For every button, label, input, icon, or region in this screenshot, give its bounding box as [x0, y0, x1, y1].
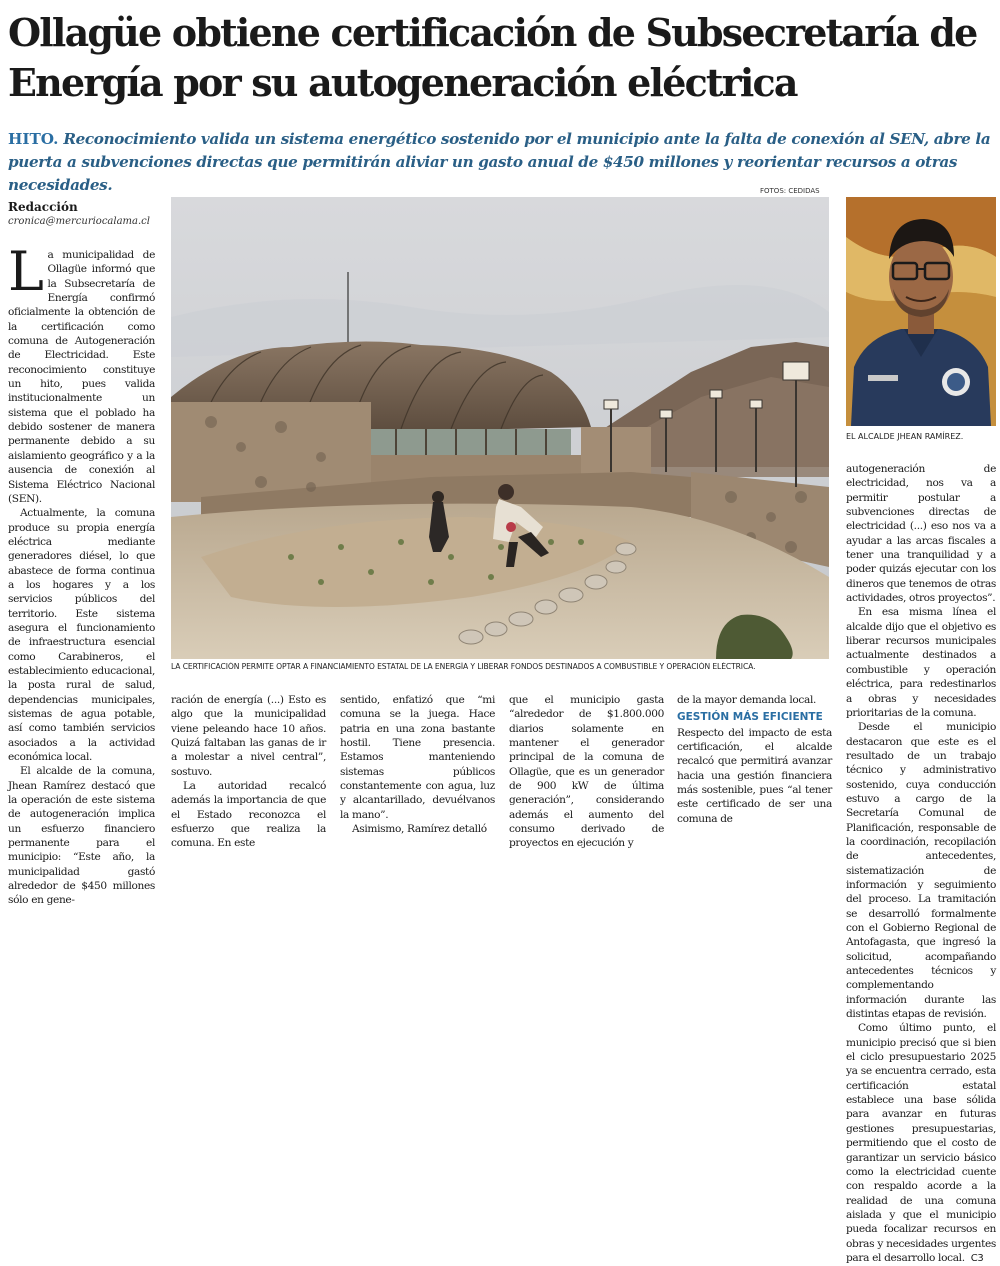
- paragraph: La autoridad recalcó además la importancia de que el Estado reconozca el esfuerzo que realiza la comuna. En este: [171, 780, 326, 850]
- paragraph: autogeneración de electricidad, nos va a permitir postular a subvenciones directas de electricidad (...) eso nos va a ayudar a las arcas fiscales a tener una tranquilidad y a poder quizás ejecutar con los dineros que tenemos de otras actividades, otros proyectos”.: [846, 463, 996, 605]
- paragraph: El alcalde de la comuna, Jhean Ramírez destacó que la operación de este sistema de autogeneración implica un esfuerzo financiero permanente para el municipio: “Este año, la municipalidad gastó alrededor de $450 millones sólo en gene-: [8, 765, 155, 907]
- photo-credit: FOTOS: CEDIDAS: [760, 187, 820, 195]
- article-column-6: [846, 462, 996, 1266]
- article-column-5: [677, 693, 832, 826]
- byline-name: Redacción: [8, 200, 78, 214]
- paragraph: Asimismo, Ramírez detalló: [352, 823, 487, 836]
- byline: [8, 200, 168, 229]
- paragraph-text: Como último punto, el municipio precisó que si bien el ciclo presupuestario 2025 ya se encuentra cerrado, esta certificación estatal establece una base sólida para avanzar en futuras gestiones presupuestarias, permitiendo que el costo de garantizar un servicio básico como la electricidad cuente con respaldo acorde a la realidad de una comuna aislada y que el municipio pueda focalizar recursos en obras y necesidades urgentes para el desarrollo local.: [846, 1022, 996, 1264]
- article-column-1: [8, 240, 155, 908]
- paragraph: Desde el municipio destacaron que este es el resultado de un trabajo técnico y administrativo sostenido, cuya conducción estuvo a cargo de la Secretaría Comunal de Planificación, responsable de la coordinación, recopilación de antecedentes, sistematización de información y seguimiento del proceso. La tramitación se desarrolló formalmente con el Gobierno Regional de Antofagasta, que ingresó la solicitud, acompañando antecedentes técnicos y complementando información durante las distintas etapas de revisión.: [846, 721, 996, 1021]
- article-column-4: [509, 693, 664, 851]
- paragraph: Respecto del impacto de esta certificación, el alcalde recalcó que permitirá avanzar hacia una gestión financiera más sostenible, pues “al tener este certificado de ser una comuna de: [677, 726, 832, 825]
- byline-email: cronica@mercuriocalama.cl: [8, 216, 150, 227]
- deck: [8, 128, 992, 197]
- drop-cap: L: [8, 240, 44, 303]
- paragraph: En esa misma línea el alcalde dijo que el objetivo es liberar recursos municipales actualmente destinados a combustible y operación eléctrica, para redestinarlos a obras y necesidades prioritarias de la comuna.: [846, 606, 996, 719]
- deck-kicker: HITO.: [8, 130, 59, 148]
- deck-text: Reconocimiento valida un sistema energético sostenido por el municipio ante la falta de conexión al SEN, abre la puerta a subvenciones directas que permitirán aliviar un gasto anual de $450 millones y reorientar recursos a otras necesidades.: [8, 130, 991, 194]
- paragraph: ración de energía (...) Esto es algo que la municipalidad viene peleando hace 10 años. Quizá faltaban las ganas de ir a molestar a nivel central”, sostuvo.: [171, 694, 326, 778]
- mayor-photo-image: [846, 197, 996, 426]
- paragraph-text: a municipalidad de Ollagüe informó que la Subsecretaría de Energía confirmó oficialmente la obtención de la certificación como comuna de Autogeneración de Electricidad. Este reconocimiento constituye un hito, pues valida institucionalmente un sistema que el poblado ha debido sostener de manera permanente debido a su aislamiento geográfico y a la ausencia de conexión al Sistema Eléctrico Nacional (SEN).: [8, 249, 155, 505]
- paragraph: sentido, enfatizó que “mi comuna se la juega. Hace patria en una zona bastante hostil. Tiene presencia. Estamos manteniendo sistemas públicos constantemente con agua, luz y alcantarillado, devuélvanos la mano”.: [340, 694, 495, 821]
- mayor-photo-caption: EL ALCALDE JHEAN RAMÍREZ.: [846, 432, 964, 441]
- headline: Ollagüe obtiene certificación de Subsecretaría de Energía por su autogeneración eléctrica: [8, 10, 977, 105]
- paragraph: [8, 240, 155, 506]
- paragraph: de la mayor demanda local.: [677, 694, 817, 706]
- main-photo-image: [171, 197, 829, 659]
- mayor-photo: [846, 197, 996, 426]
- main-photo-caption: LA CERTIFICACIÓN PERMITE OPTAR A FINANCIAMIENTO ESTATAL DE LA ENERGÍA Y LIBERAR FONDOS DESTINADOS A COMBUSTIBLE Y OPERACIÓN ELÉCTRICA.: [171, 662, 756, 671]
- main-photo: [171, 197, 829, 659]
- paragraph: [846, 1021, 996, 1266]
- article-column-3: [340, 693, 495, 836]
- paragraph: Actualmente, la comuna produce su propia energía eléctrica mediante generadores diésel, lo que abastece de forma continua a los hogares y a los servicios públicos del territorio. Este sistema asegura el funcionamiento de infraestructura esencial como Carabineros, el establecimiento educacional, la posta rural de salud, dependencias municipales, sistemas de agua potable, así como también servicios asociados a la actividad económica local.: [8, 507, 155, 764]
- section-subhead: GESTIÓN MÁS EFICIENTE: [677, 711, 823, 724]
- article-column-2: [171, 693, 326, 851]
- paragraph: que el municipio gasta “alrededor de $1.800.000 diarios solamente en mantener el generador principal de la comuna de Ollagüe, que es un generador de 900 kW de última generación”, considerando además el aumento del consumo derivado de proyectos en ejecución y: [509, 694, 664, 850]
- end-mark: C3: [970, 1252, 984, 1264]
